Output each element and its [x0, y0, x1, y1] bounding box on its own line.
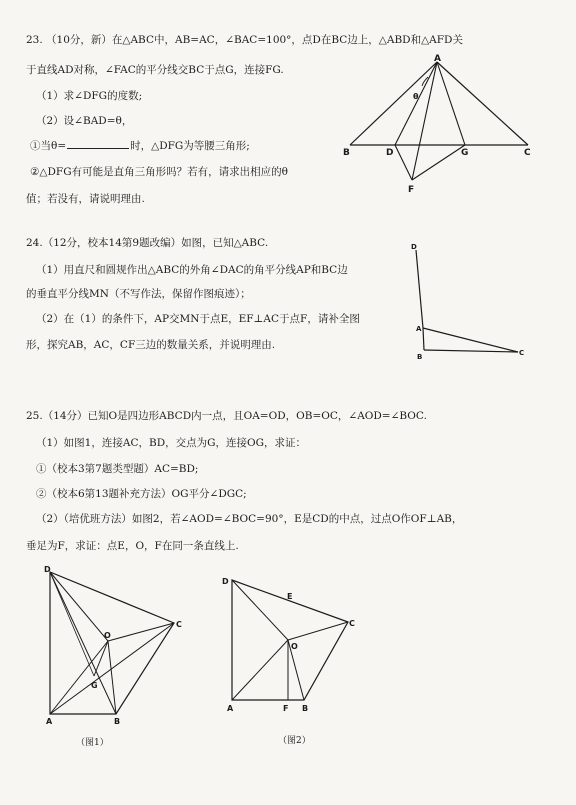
- q23-line-7: 值；若没有，请说明理由.: [26, 193, 145, 205]
- q24-line-2: （1）用直尺和圆规作出△ABC的外角∠DAC的角平分线AP和BC边: [36, 264, 348, 276]
- label-o: O: [291, 642, 298, 651]
- label-a: A: [416, 325, 422, 333]
- q24-line-1: 24.（12分，校本14第9题改编）如图，已知△ABC.: [26, 237, 269, 249]
- label-c: C: [519, 349, 525, 357]
- label-a: A: [46, 717, 53, 726]
- q24-figure: [412, 240, 532, 362]
- label-e: E: [287, 592, 293, 601]
- q25-figure-2: [218, 570, 368, 720]
- label-d: D: [411, 243, 417, 251]
- label-a: A: [227, 704, 234, 713]
- label-b: B: [343, 148, 350, 158]
- q25-line-3: ①（校本3第7题类型题）AC=BD;: [36, 463, 199, 475]
- q25-line-1: 25.（14分）已知O是四边形ABCD内一点，且OA=OD，OB=OC，∠AOD=∠BOC.: [26, 410, 427, 422]
- q24-line-4: （2）在（1）的条件下，AP交MN于点E，EF⊥AC于点F，请补全图: [36, 313, 360, 325]
- label-g: G: [91, 681, 98, 690]
- label-d: D: [386, 148, 394, 158]
- q23-line-6: ②△DFG有可能是直角三角形吗？若有，请求出相应的θ: [30, 166, 288, 178]
- q23-line-2: 于直线AD对称，∠FAC的平分线交BC于点G，连接FG.: [26, 64, 284, 76]
- q23-line-3: （1）求∠DFG的度数;: [36, 90, 143, 102]
- label-b: B: [417, 353, 423, 361]
- label-o: O: [104, 631, 111, 640]
- segment-ac: [423, 328, 518, 352]
- segment-do: [50, 572, 108, 641]
- quad-abcd: [50, 572, 174, 714]
- q24-line-3: 的垂直平分线MN（不写作法，保留作图痕迹）；: [26, 288, 251, 300]
- segment-bo: [108, 641, 116, 714]
- label-g: G: [461, 148, 469, 158]
- label-f: F: [283, 704, 289, 713]
- q25-line-2: （1）如图1，连接AC，BD，交点为G，连接OG，求证：: [36, 437, 306, 449]
- segment-bc: [424, 350, 518, 352]
- q25-line-6: 垂足为F，求证：点E，O，F在同一条直线上.: [26, 540, 239, 552]
- label-d: D: [44, 565, 51, 574]
- label-b: B: [114, 717, 121, 726]
- label-f: F: [408, 185, 415, 195]
- q25-line-5: （2）（培优班方法）如图2，若∠AOD=∠BOC=90°，E是CD的中点，过点O作OF⊥AB，: [36, 513, 463, 525]
- label-c: C: [176, 620, 182, 629]
- label-c: C: [349, 619, 355, 628]
- label-a: A: [434, 54, 441, 64]
- q24-line-5: 形，探究AB，AC，CF三边的数量关系，并说明理由.: [26, 339, 276, 351]
- segment-ad: [395, 62, 437, 145]
- segment-ao: [232, 640, 288, 700]
- q23-line-5b: 时，△DFG为等腰三角形;: [130, 140, 250, 152]
- segment-ab: [423, 328, 424, 350]
- figure-2-caption: （图2）: [278, 736, 311, 746]
- label-b: B: [302, 704, 309, 713]
- q23-line-5a: ①当θ=: [30, 140, 67, 152]
- q23-line-5: [30, 139, 250, 153]
- label-theta: θ: [413, 92, 419, 101]
- segment-og: [94, 641, 108, 676]
- segment-ab: [350, 62, 437, 145]
- diagonal-ac: [50, 623, 174, 714]
- label-c: C: [524, 148, 531, 158]
- answer-blank: [67, 139, 129, 149]
- segment-af: [412, 62, 437, 180]
- figure-1-caption: （图1）: [76, 738, 109, 748]
- q25-figure-1: [36, 560, 196, 730]
- q23-line-1: 23. （10分，新）在△ABC中，AB=AC，∠BAC=100°，点D在BC边上，△ABD和△AFD关: [26, 34, 463, 46]
- segment-da: [416, 250, 423, 328]
- q23-line-4: （2）设∠BAD=θ，: [36, 115, 133, 127]
- q23-figure: [342, 52, 542, 202]
- segment-df: [395, 145, 412, 180]
- q25-line-4: ②（校本6第13题补充方法）OG平分∠DGC;: [36, 488, 247, 500]
- segment-do: [232, 580, 288, 640]
- segment-fg: [412, 145, 465, 180]
- label-d: D: [222, 577, 229, 586]
